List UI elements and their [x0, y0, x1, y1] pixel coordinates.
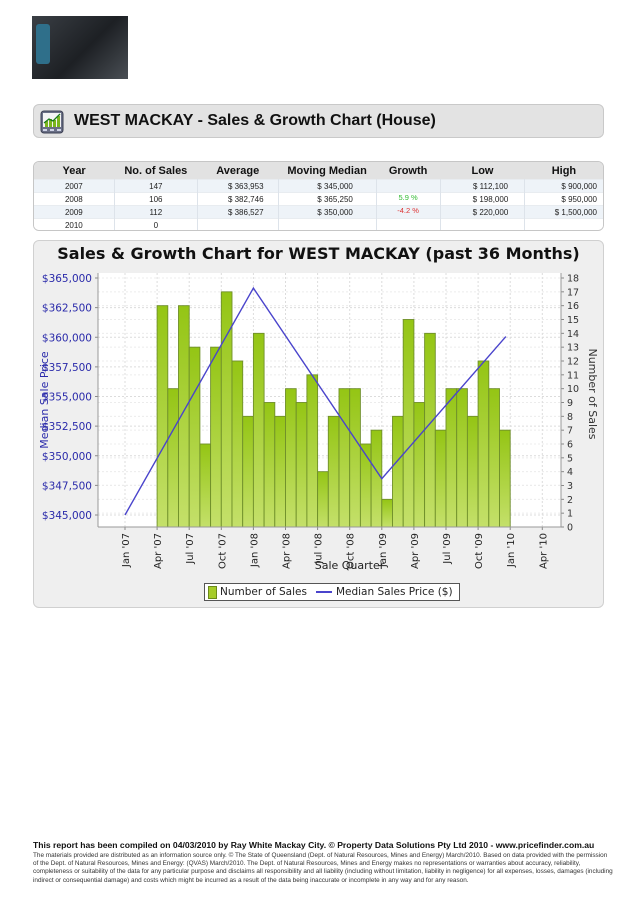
- table-cell: -4.2 %: [376, 206, 440, 219]
- photo-wall: [36, 24, 50, 64]
- column-header: Low: [440, 162, 525, 180]
- table-cell: 2010: [34, 219, 114, 232]
- table-cell: $ 386,527: [197, 206, 278, 219]
- y2-tick-label: 13: [567, 342, 580, 354]
- footer-headline: This report has been compiled on 04/03/2010 by Ray White Mackay City. © Property Data Solutions Pty Ltd 2010 - www.pricefinder.com.au: [33, 840, 595, 850]
- sales-bar: [264, 403, 275, 528]
- sales-bar: [243, 416, 254, 527]
- sales-bar: [200, 444, 211, 527]
- column-header: Growth: [376, 162, 440, 180]
- sales-bar: [446, 389, 457, 527]
- y-tick-label: $345,000: [41, 510, 92, 522]
- sales-bar: [371, 430, 382, 527]
- sales-bar: [211, 347, 222, 527]
- y2-tick-label: 12: [567, 356, 580, 368]
- y2-tick-label: 0: [567, 522, 574, 534]
- column-header: High: [525, 162, 603, 180]
- x-tick-label: Jul '07: [185, 533, 197, 564]
- sales-bar: [467, 416, 478, 527]
- x-tick-label: Jul '09: [442, 533, 453, 564]
- y-tick-label: $350,000: [41, 450, 92, 463]
- chart-title: Sales & Growth Chart for WEST MACKAY (past 36 Months): [57, 244, 580, 263]
- y2-tick-label: 17: [567, 287, 580, 299]
- sales-bar: [318, 472, 329, 527]
- y-tick-label: $357,500: [41, 361, 92, 374]
- sales-bar: [500, 430, 511, 527]
- x-tick-label: Oct '07: [217, 533, 229, 569]
- table-cell: 112: [114, 206, 197, 219]
- table-row: [34, 206, 603, 219]
- report-footer: [33, 840, 613, 885]
- sales-bar: [360, 444, 371, 527]
- sales-bar: [189, 347, 200, 527]
- table-cell: 0: [114, 219, 197, 232]
- y2-tick-label: 4: [567, 467, 574, 479]
- legend-bar-swatch: [208, 586, 217, 599]
- table-row: [34, 219, 603, 232]
- y-tick-label: $347,500: [41, 480, 92, 493]
- table-cell: $ 365,250: [278, 193, 376, 206]
- table-row: [34, 193, 603, 206]
- y2-axis-title: Number of Sales: [586, 348, 599, 440]
- table-cell: $ 345,000: [278, 180, 376, 193]
- x-tick-label: Jan '07: [121, 533, 132, 568]
- chart-icon: [40, 110, 64, 134]
- table-cell: $ 112,100: [440, 180, 525, 193]
- report-title-bar: [33, 104, 604, 138]
- sales-bar: [339, 389, 350, 527]
- table-cell: $ 220,000: [440, 206, 525, 219]
- sales-bar: [221, 292, 232, 527]
- sales-bar: [393, 416, 404, 527]
- sales-bar: [168, 389, 179, 527]
- y2-tick-label: 9: [567, 398, 574, 409]
- stats-table: [33, 161, 604, 231]
- chart-plot: [34, 241, 605, 581]
- x-tick-label: Jan '10: [506, 533, 518, 568]
- x-tick-label: Oct '09: [474, 533, 486, 569]
- table-cell: 2007: [34, 180, 114, 193]
- chart-legend: [204, 583, 460, 601]
- sales-bar: [307, 375, 318, 527]
- sales-bar: [403, 320, 414, 528]
- y-tick-label: $360,000: [41, 332, 92, 345]
- sales-bar: [286, 389, 297, 527]
- sales-bar: [414, 403, 425, 528]
- sales-bar: [457, 389, 468, 527]
- table-cell: $ 900,000: [525, 180, 603, 193]
- table-cell: 147: [114, 180, 197, 193]
- x-tick-label: Apr '07: [153, 533, 165, 569]
- y-tick-label: $365,000: [41, 273, 92, 285]
- y-tick-label: $352,500: [41, 421, 92, 434]
- table-cell: $ 1,500,000: [525, 206, 603, 219]
- column-header: Year: [34, 162, 114, 180]
- x-axis-title: Sale Quarter: [314, 559, 385, 572]
- sales-bar: [296, 403, 307, 528]
- y-tick-label: $362,500: [41, 302, 92, 315]
- y2-tick-label: 8: [567, 411, 574, 423]
- legend-bar-label: Number of Sales: [220, 586, 307, 598]
- footer-disclaimer: The materials provided are distributed as an information source only. © The State of Queensland (Dept. of Natural Resources, Mines and Energy) March/2010. Based on data provided with the permission of the Dept. of Natural Resources, Mines and Energy: (QVAS) March/2010. The Dept. of Natural Resources, Mines and Energy makes no representations or warranties about accuracy, reliability, completeness or suitability of the data for any particular purpose and disclaims all responsibility and all liability (including without limitation, liability in negligence) for all expenses, losses, damages (including indirect or consequential damage) and costs which might be incurred as a result of the data being inaccurate or incomplete in any way and for any reason.: [33, 852, 613, 884]
- sales-bar: [350, 389, 361, 527]
- x-tick-label: Jan '09: [377, 533, 389, 568]
- sales-bar: [425, 333, 436, 527]
- y2-tick-label: 15: [567, 315, 580, 326]
- x-tick-label: Oct '08: [345, 533, 357, 569]
- table-cell: $ 198,000: [440, 193, 525, 206]
- table-cell: 2008: [34, 193, 114, 206]
- sales-bar: [435, 430, 446, 527]
- report-title: WEST MACKAY - Sales & Growth Chart (House): [74, 112, 436, 129]
- table-cell: 106: [114, 193, 197, 206]
- column-header: Moving Median: [278, 162, 376, 180]
- table-row: [34, 180, 603, 193]
- x-tick-label: Apr '10: [538, 533, 550, 569]
- y2-tick-label: 10: [567, 384, 580, 396]
- y2-tick-label: 14: [567, 328, 580, 340]
- y2-tick-label: 16: [567, 301, 580, 313]
- sales-bar: [275, 416, 286, 527]
- x-tick-label: Jan '08: [249, 533, 261, 568]
- legend-line-swatch: [316, 591, 332, 593]
- y2-tick-label: 1: [567, 508, 574, 520]
- y-tick-label: $355,000: [41, 391, 92, 404]
- column-header: Average: [197, 162, 278, 180]
- table-cell: [376, 219, 440, 232]
- table-cell: $ 363,953: [197, 180, 278, 193]
- table-cell: $ 382,746: [197, 193, 278, 206]
- y2-tick-label: 7: [567, 425, 574, 437]
- sales-bar: [478, 361, 489, 527]
- sales-bar: [232, 361, 243, 527]
- y2-tick-label: 11: [567, 370, 580, 382]
- sales-bar: [489, 389, 500, 527]
- sales-bar: [328, 416, 339, 527]
- sales-bar: [157, 306, 168, 527]
- x-tick-label: Apr '09: [409, 533, 421, 569]
- column-header: No. of Sales: [114, 162, 197, 180]
- y2-tick-label: 2: [567, 494, 574, 506]
- table-cell: $ 350,000: [278, 206, 376, 219]
- table-cell: [278, 219, 376, 232]
- y2-tick-label: 18: [567, 273, 580, 285]
- table-cell: [376, 180, 440, 193]
- x-tick-label: Jul '08: [313, 533, 325, 564]
- table-cell: $ 950,000: [525, 193, 603, 206]
- table-cell: 2009: [34, 206, 114, 219]
- table-cell: [197, 219, 278, 232]
- y2-tick-label: 5: [567, 453, 574, 465]
- table-cell: 5.9 %: [376, 193, 440, 206]
- sales-bar: [382, 499, 393, 527]
- legend-line-label: Median Sales Price ($): [335, 586, 453, 598]
- sales-growth-chart: [33, 240, 604, 608]
- y2-tick-label: 3: [567, 481, 574, 492]
- table-cell: [525, 219, 603, 232]
- y2-tick-label: 6: [567, 439, 574, 451]
- y-axis-title: Median Sale Price: [38, 351, 51, 449]
- sales-bar: [253, 333, 264, 527]
- team-photo: [32, 16, 128, 79]
- table-cell: [440, 219, 525, 232]
- x-tick-label: Apr '08: [281, 533, 293, 569]
